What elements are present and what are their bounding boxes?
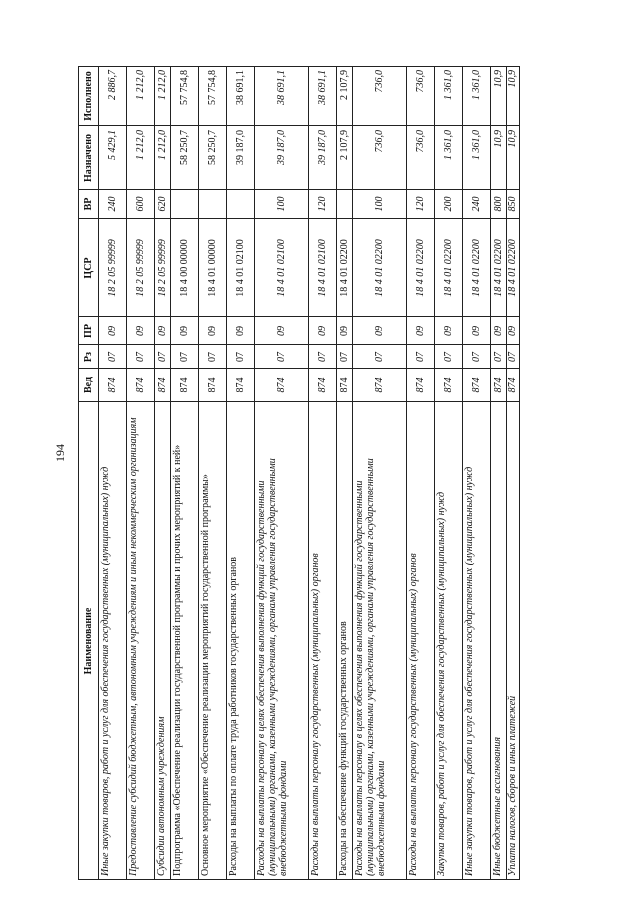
cell-vr-text <box>338 192 352 217</box>
cell-name-text: Иные закупки товаров, работ и услуг для обеспечения государственных (муниципальных) нужд <box>99 466 111 876</box>
cell-vr-text: 600 <box>134 196 146 212</box>
cell-csr <box>435 219 462 317</box>
cell-assigned-text: 1 361,0 <box>470 129 482 160</box>
cell-ved-text: 874 <box>234 377 246 393</box>
cell-pr <box>309 317 336 345</box>
cell-name <box>155 402 170 880</box>
cell-assigned <box>171 126 198 190</box>
table-row <box>226 66 254 880</box>
cell-rz <box>435 345 462 369</box>
cell-rz <box>171 345 198 369</box>
cell-name <box>309 402 336 880</box>
cell-name <box>491 402 506 880</box>
cell-csr <box>127 219 154 317</box>
cell-executed <box>127 66 154 126</box>
cell-csr-text: 18 4 01 02200 <box>492 238 504 297</box>
cell-rz-text: 07 <box>106 351 118 362</box>
cell-ved-text: 874 <box>106 377 118 393</box>
cell-vr <box>199 190 226 219</box>
cell-rz-text: 07 <box>442 351 454 362</box>
cell-csr <box>353 219 406 317</box>
cell-csr <box>407 219 434 317</box>
cell-pr <box>99 317 126 345</box>
cell-executed-text: 57 754,8 <box>178 70 190 105</box>
table-header-row <box>78 66 98 880</box>
cell-ved <box>507 369 519 402</box>
cell-rz <box>199 345 226 369</box>
cell-vr-text <box>200 192 226 217</box>
cell-vr <box>491 190 506 219</box>
header-assigned-text: Назначено <box>82 133 94 182</box>
table-row <box>490 66 506 880</box>
cell-ved-text: 874 <box>156 377 168 393</box>
cell-vr <box>127 190 154 219</box>
cell-pr-text: 09 <box>442 325 454 336</box>
header-vr-text: ВР <box>82 197 94 211</box>
cell-pr-text: 09 <box>275 325 287 336</box>
cell-assigned-text: 1 212,0 <box>156 129 168 160</box>
cell-name-text: Основное мероприятие «Обеспечение реализации мероприятий государственной программы» <box>199 473 211 876</box>
cell-ved-text: 874 <box>206 377 218 393</box>
cell-rz <box>309 345 336 369</box>
cell-rz-text: 07 <box>178 351 190 362</box>
cell-assigned <box>155 126 170 190</box>
cell-ved <box>407 369 434 402</box>
cell-name-text: Расходы на обеспечение функций государственных органов <box>337 620 349 876</box>
cell-name <box>99 402 126 880</box>
cell-assigned-text: 1 212,0 <box>134 129 146 160</box>
cell-rz <box>127 345 154 369</box>
table-row <box>462 66 490 880</box>
table-row <box>98 66 126 880</box>
cell-vr-text: 240 <box>470 196 482 212</box>
header-assigned <box>79 126 98 190</box>
cell-ved-text: 874 <box>414 377 426 393</box>
cell-name-text: Расходы на выплаты персоналу государственных (муниципальных) органов <box>407 552 419 876</box>
cell-ved-text: 874 <box>275 377 287 393</box>
cell-ved <box>155 369 170 402</box>
cell-assigned-text: 5 429,1 <box>106 129 118 160</box>
cell-pr <box>155 317 170 345</box>
cell-pr-text: 09 <box>156 325 168 336</box>
header-vr <box>79 190 98 219</box>
cell-name <box>507 402 519 880</box>
cell-pr-text: 09 <box>234 325 246 336</box>
table-row <box>126 66 154 880</box>
cell-name <box>435 402 462 880</box>
cell-assigned-text: 1 361,0 <box>442 129 454 160</box>
cell-vr <box>337 190 352 219</box>
cell-rz <box>353 345 406 369</box>
cell-rz <box>463 345 490 369</box>
cell-vr <box>407 190 434 219</box>
cell-executed <box>491 66 506 126</box>
cell-executed-text: 1 361,0 <box>442 70 454 100</box>
cell-ved-text: 874 <box>178 377 190 393</box>
cell-executed <box>507 66 519 126</box>
cell-pr-text: 09 <box>414 325 426 336</box>
cell-executed <box>227 66 254 126</box>
cell-assigned <box>227 126 254 190</box>
cell-name <box>171 402 198 880</box>
cell-pr-text: 09 <box>178 325 190 336</box>
cell-ved <box>337 369 352 402</box>
cell-name <box>127 402 154 880</box>
cell-assigned-text: 39 187,0 <box>234 129 246 165</box>
header-ved-text: Вед <box>82 376 94 394</box>
cell-executed-text: 736,0 <box>414 70 426 93</box>
cell-assigned <box>407 126 434 190</box>
cell-executed <box>435 66 462 126</box>
cell-csr-text: 18 2 05 99999 <box>134 238 146 297</box>
cell-executed-text: 2 886,7 <box>106 70 118 100</box>
cell-rz <box>407 345 434 369</box>
cell-executed <box>255 66 308 126</box>
cell-executed <box>199 66 226 126</box>
cell-name-text: Субсидии автономным учреждениям <box>155 716 167 876</box>
cell-executed-text: 1 361,0 <box>470 70 482 100</box>
cell-ved-text: 874 <box>507 377 518 393</box>
budget-table <box>78 66 548 880</box>
cell-csr-text: 18 4 01 02100 <box>316 238 328 297</box>
cell-csr-text: 18 4 01 02200 <box>414 238 426 297</box>
table-row <box>154 66 170 880</box>
cell-csr-text: 18 4 01 02100 <box>275 238 287 297</box>
cell-csr <box>155 219 170 317</box>
cell-assigned-text: 58 250,7 <box>206 129 218 165</box>
cell-pr-text: 09 <box>492 325 504 336</box>
cell-pr-text: 09 <box>470 325 482 336</box>
cell-vr-text <box>172 192 198 217</box>
cell-csr-text: 18 4 01 02200 <box>507 238 518 297</box>
cell-ved <box>309 369 336 402</box>
cell-assigned-text: 39 187,0 <box>275 129 287 165</box>
cell-csr-text: 18 2 05 99999 <box>156 238 168 297</box>
cell-ved-text: 874 <box>442 377 454 393</box>
header-name-text: Наименование <box>82 607 94 674</box>
cell-ved <box>127 369 154 402</box>
cell-csr <box>507 219 519 317</box>
cell-pr <box>507 317 519 345</box>
cell-rz-text: 07 <box>414 351 426 362</box>
cell-vr-text <box>228 192 254 217</box>
cell-assigned-text: 10,9 <box>507 129 518 147</box>
cell-ved-text: 874 <box>470 377 482 393</box>
cell-pr <box>171 317 198 345</box>
cell-vr <box>155 190 170 219</box>
cell-pr <box>407 317 434 345</box>
header-ved <box>79 369 98 402</box>
cell-csr <box>309 219 336 317</box>
cell-assigned <box>255 126 308 190</box>
cell-rz-text: 07 <box>234 351 246 362</box>
cell-ved-text: 874 <box>492 377 504 393</box>
header-executed <box>79 66 98 126</box>
cell-csr <box>199 219 226 317</box>
cell-csr <box>463 219 490 317</box>
cell-rz-text: 07 <box>206 351 218 362</box>
table-row <box>170 66 198 880</box>
cell-executed-text: 1 212,0 <box>134 70 146 100</box>
cell-assigned-text: 2 107,9 <box>338 129 350 160</box>
cell-pr-text: 09 <box>373 325 385 336</box>
cell-name-text: Подпрограмма «Обеспечение реализации государственной программы и прочих мероприятий к ней» <box>171 444 183 876</box>
cell-rz-text: 07 <box>492 351 504 362</box>
cell-pr-text: 09 <box>206 325 218 336</box>
cell-pr <box>353 317 406 345</box>
cell-rz-text: 07 <box>156 351 168 362</box>
cell-rz-text: 07 <box>507 351 518 362</box>
cell-executed <box>337 66 352 126</box>
cell-vr-text: 850 <box>507 196 518 212</box>
cell-vr <box>353 190 406 219</box>
cell-vr <box>171 190 198 219</box>
cell-assigned-text: 736,0 <box>373 129 385 152</box>
cell-rz <box>155 345 170 369</box>
cell-pr-text: 09 <box>507 325 518 336</box>
cell-csr-text: 18 2 05 99999 <box>106 238 118 297</box>
table-row <box>434 66 462 880</box>
cell-executed <box>155 66 170 126</box>
cell-vr <box>309 190 336 219</box>
cell-ved-text: 874 <box>134 377 146 393</box>
cell-csr-text: 18 4 01 02100 <box>234 238 246 297</box>
header-rz-text: Рз <box>82 351 94 362</box>
cell-assigned <box>309 126 336 190</box>
cell-rz-text: 07 <box>134 351 146 362</box>
cell-rz-text: 07 <box>338 351 350 362</box>
cell-name-text: Иные закупки товаров, работ и услуг для обеспечения государственных (муниципальных) нужд <box>463 466 475 876</box>
cell-assigned <box>435 126 462 190</box>
header-executed-text: Исполнено <box>82 71 94 121</box>
cell-name-text: Расходы на выплаты персоналу в целях обеспечения выполнения функций государственными (муниципальными) органами, казенными учреждениями, органами управления государственными внебюджетными фондами <box>255 457 289 876</box>
cell-executed-text: 10,9 <box>492 70 504 88</box>
cell-pr <box>227 317 254 345</box>
table-row <box>506 66 520 880</box>
table-row <box>352 66 406 880</box>
cell-assigned <box>199 126 226 190</box>
cell-pr-text: 09 <box>316 325 328 336</box>
cell-executed-text: 2 107,9 <box>338 70 350 100</box>
cell-executed <box>99 66 126 126</box>
cell-assigned <box>127 126 154 190</box>
cell-ved <box>255 369 308 402</box>
cell-ved <box>199 369 226 402</box>
cell-csr-text: 18 4 01 02200 <box>373 238 385 297</box>
cell-executed <box>171 66 198 126</box>
cell-vr <box>463 190 490 219</box>
cell-vr <box>435 190 462 219</box>
cell-executed-text: 57 754,8 <box>206 70 218 105</box>
cell-assigned-text: 58 250,7 <box>178 129 190 165</box>
cell-name-text: Закупка товаров, работ и услуг для обеспечения государственных (муниципальных) нужд <box>435 491 447 876</box>
header-pr-text: ПР <box>82 323 94 338</box>
header-csr <box>79 219 98 317</box>
cell-ved <box>491 369 506 402</box>
cell-rz-text: 07 <box>373 351 385 362</box>
cell-vr-text: 240 <box>106 196 118 212</box>
cell-assigned <box>353 126 406 190</box>
table-row <box>198 66 226 880</box>
cell-pr-text: 09 <box>338 325 350 336</box>
cell-pr <box>199 317 226 345</box>
cell-csr-text: 18 4 01 00000 <box>206 238 218 297</box>
cell-executed <box>407 66 434 126</box>
cell-assigned <box>99 126 126 190</box>
cell-rz-text: 07 <box>470 351 482 362</box>
header-pr <box>79 317 98 345</box>
table-row <box>254 66 308 880</box>
cell-assigned <box>337 126 352 190</box>
cell-csr <box>99 219 126 317</box>
page-number: 194 <box>53 444 67 462</box>
cell-csr <box>171 219 198 317</box>
cell-csr <box>491 219 506 317</box>
cell-vr-text: 120 <box>414 196 426 212</box>
header-csr-text: ЦСР <box>82 256 94 279</box>
cell-rz <box>507 345 519 369</box>
cell-pr-text: 09 <box>134 325 146 336</box>
cell-ved-text: 874 <box>338 377 350 393</box>
cell-executed-text: 10,9 <box>507 70 518 88</box>
cell-rz <box>491 345 506 369</box>
cell-pr <box>435 317 462 345</box>
cell-name-text: Расходы на выплаты по оплате труда работников государственных органов <box>227 556 239 876</box>
cell-name-text: Предоставление субсидий бюджетным, автономным учреждениям и иным некоммерческим организациям <box>127 416 139 876</box>
cell-pr <box>127 317 154 345</box>
cell-executed <box>353 66 406 126</box>
cell-assigned <box>507 126 519 190</box>
cell-executed-text: 38 691,1 <box>234 70 246 105</box>
cell-assigned-text: 10,9 <box>492 129 504 147</box>
cell-name <box>353 402 406 880</box>
cell-assigned <box>463 126 490 190</box>
cell-rz <box>255 345 308 369</box>
cell-name <box>255 402 308 880</box>
cell-rz <box>337 345 352 369</box>
cell-executed <box>309 66 336 126</box>
cell-pr <box>255 317 308 345</box>
cell-vr <box>227 190 254 219</box>
cell-assigned-text: 39 187,0 <box>316 129 328 165</box>
cell-ved <box>463 369 490 402</box>
cell-vr-text: 800 <box>492 196 504 212</box>
cell-csr-text: 18 4 01 02200 <box>442 238 454 297</box>
cell-executed <box>463 66 490 126</box>
cell-executed-text: 736,0 <box>373 70 385 93</box>
cell-ved <box>99 369 126 402</box>
cell-vr-text: 100 <box>275 196 287 212</box>
cell-pr-text: 09 <box>106 325 118 336</box>
cell-name-text: Иные бюджетные ассигнования <box>491 736 503 876</box>
cell-csr-text: 18 4 01 02200 <box>338 238 350 297</box>
cell-vr-text: 120 <box>316 196 328 212</box>
cell-name-text: Уплата налогов, сборов и иных платежей <box>507 695 518 876</box>
cell-csr-text: 18 4 00 00000 <box>178 238 190 297</box>
cell-name <box>199 402 226 880</box>
header-name <box>79 402 98 880</box>
cell-assigned-text: 736,0 <box>414 129 426 152</box>
table-row <box>406 66 434 880</box>
cell-ved-text: 874 <box>316 377 328 393</box>
cell-assigned <box>491 126 506 190</box>
cell-vr-text: 100 <box>373 196 385 212</box>
cell-csr <box>227 219 254 317</box>
cell-executed-text: 38 691,1 <box>316 70 328 105</box>
header-rz <box>79 345 98 369</box>
table-row <box>336 66 352 880</box>
cell-vr <box>507 190 519 219</box>
cell-name <box>463 402 490 880</box>
cell-rz-text: 07 <box>275 351 287 362</box>
cell-name <box>337 402 352 880</box>
cell-csr <box>337 219 352 317</box>
cell-rz <box>227 345 254 369</box>
cell-vr <box>99 190 126 219</box>
cell-ved <box>171 369 198 402</box>
cell-name-text: Расходы на выплаты персоналу в целях обеспечения выполнения функций государственными (муниципальными) органами, казенными учреждениями, органами управления государственными внебюджетными фондами <box>353 457 387 876</box>
cell-name <box>227 402 254 880</box>
cell-pr <box>463 317 490 345</box>
cell-rz-text: 07 <box>316 351 328 362</box>
cell-csr <box>255 219 308 317</box>
cell-name-text: Расходы на выплаты персоналу государственных (муниципальных) органов <box>309 552 321 876</box>
cell-ved-text: 874 <box>373 377 385 393</box>
cell-pr <box>491 317 506 345</box>
cell-csr-text: 18 4 01 02200 <box>470 238 482 297</box>
cell-ved <box>353 369 406 402</box>
cell-ved <box>435 369 462 402</box>
cell-executed-text: 38 691,1 <box>275 70 287 105</box>
cell-ved <box>227 369 254 402</box>
cell-vr-text: 620 <box>156 196 168 212</box>
cell-name <box>407 402 434 880</box>
cell-executed-text: 1 212,0 <box>156 70 168 100</box>
cell-rz <box>99 345 126 369</box>
table-row <box>308 66 336 880</box>
cell-vr <box>255 190 308 219</box>
cell-vr-text: 200 <box>442 196 454 212</box>
cell-pr <box>337 317 352 345</box>
